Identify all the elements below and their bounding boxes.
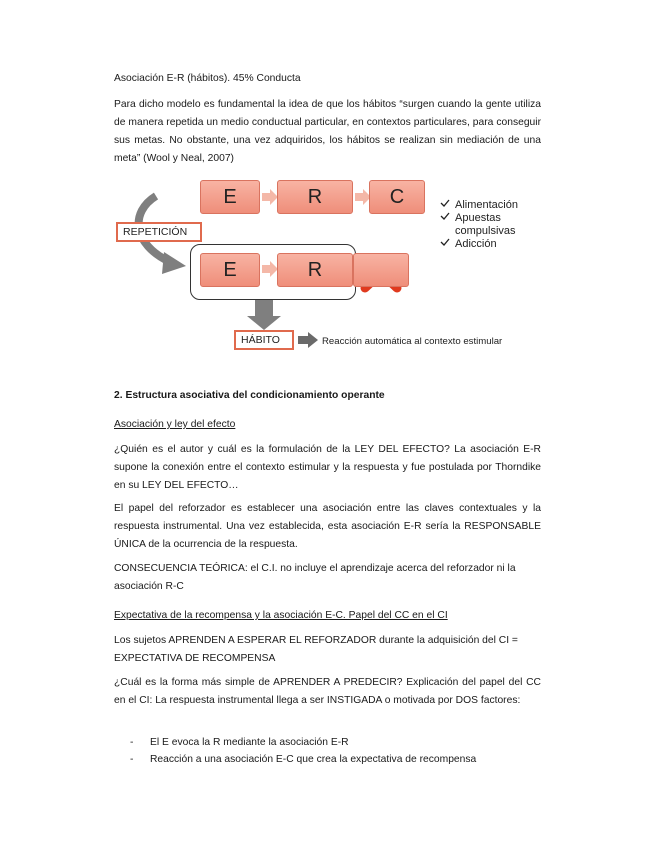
arrow-e-r-row1 (262, 189, 278, 205)
repetition-arrow-head (162, 252, 186, 274)
paragraph-theoretical-consequence: CONSECUENCIA TEÓRICA: el C.I. no incluye el aprendizaje acerca del reforzador ni la asociación R-C (114, 563, 516, 592)
list-item: compulsivas (455, 225, 516, 237)
list-item: Alimentación (455, 199, 518, 211)
habit-tag: HÁBITO (234, 330, 294, 350)
subheading-reward-expectancy: Expectativa de la recompensa y la asociación E-C. Papel del CC en el CI (114, 610, 448, 621)
section-2-title: 2. Estructura asociativa del condicionamiento operante (114, 390, 385, 401)
box-blocked-row2 (353, 253, 409, 287)
bullet-item: - Reacción a una asociación E-C que crea la expectativa de recompensa (130, 754, 477, 765)
subheading-law-of-effect: Asociación y ley del efecto (114, 419, 236, 430)
effects-list (455, 199, 518, 251)
paragraph-law-of-effect: ¿Quién es el autor y cuál es la formulación de la LEY DEL EFECTO? La asociación E-R supone la conexión entre el contexto estimular y la respuesta y fue postulada por Thorndike en su LEY DEL EFECTO… (114, 444, 541, 491)
habit-note: Reacción automática al contexto estimular (322, 336, 503, 347)
bullet-item: - El E evoca la R mediante la asociación E-R (130, 737, 349, 748)
bullet-text: El E evoca la R mediante la asociación E-R (150, 737, 349, 748)
habit-diagram (112, 176, 532, 352)
down-arrow-icon (247, 300, 281, 330)
box-e-row1: E (200, 180, 260, 214)
bullet-text: Reacción a una asociación E-C que crea la expectativa de recompensa (150, 754, 477, 765)
right-arrow-icon (298, 332, 318, 348)
box-e-row2: E (200, 253, 260, 287)
box-c-row1: C (369, 180, 425, 214)
box-r-row2: R (277, 253, 353, 287)
paragraph-predict: ¿Cuál es la forma más simple de APRENDER A PREDECIR? Explicación del papel del CC en el CI: La respuesta instrumental llega a ser INSTIGADA o motivada por DOS factores: (114, 677, 541, 706)
paragraph-reinforcer-role: El papel del reforzador es establecer una asociación entre las claves contextuales y la respuesta instrumental. Una vez establecida, esta asociación E-R sería la RESPONSABLE ÚNICA de la ocurrencia de la respuesta. (114, 503, 541, 550)
repetition-tag: REPETICIÓN (116, 222, 202, 242)
list-item: Apuestas (455, 212, 501, 224)
paragraph-habits-definition: Para dicho modelo es fundamental la idea de que los hábitos “surgen cuando la gente utiliza de manera repetida un medio conductual particular, en contextos particulares, para conseguir sus metas. No obstante, una vez adquiridos, los hábitos se realizan sin mediación de una meta” (Wool y Neal, 2007) (114, 99, 541, 164)
list-item: Adicción (455, 238, 497, 250)
section-heading-habits: Asociación E-R (hábitos). 45% Conducta (114, 73, 301, 84)
paragraph-expectancy: Los sujetos APRENDEN A ESPERAR EL REFORZADOR durante la adquisición del CI = EXPECTATIVA DE RECOMPENSA (114, 635, 518, 664)
box-r-row1: R (277, 180, 353, 214)
checkmark-icons (441, 200, 449, 245)
